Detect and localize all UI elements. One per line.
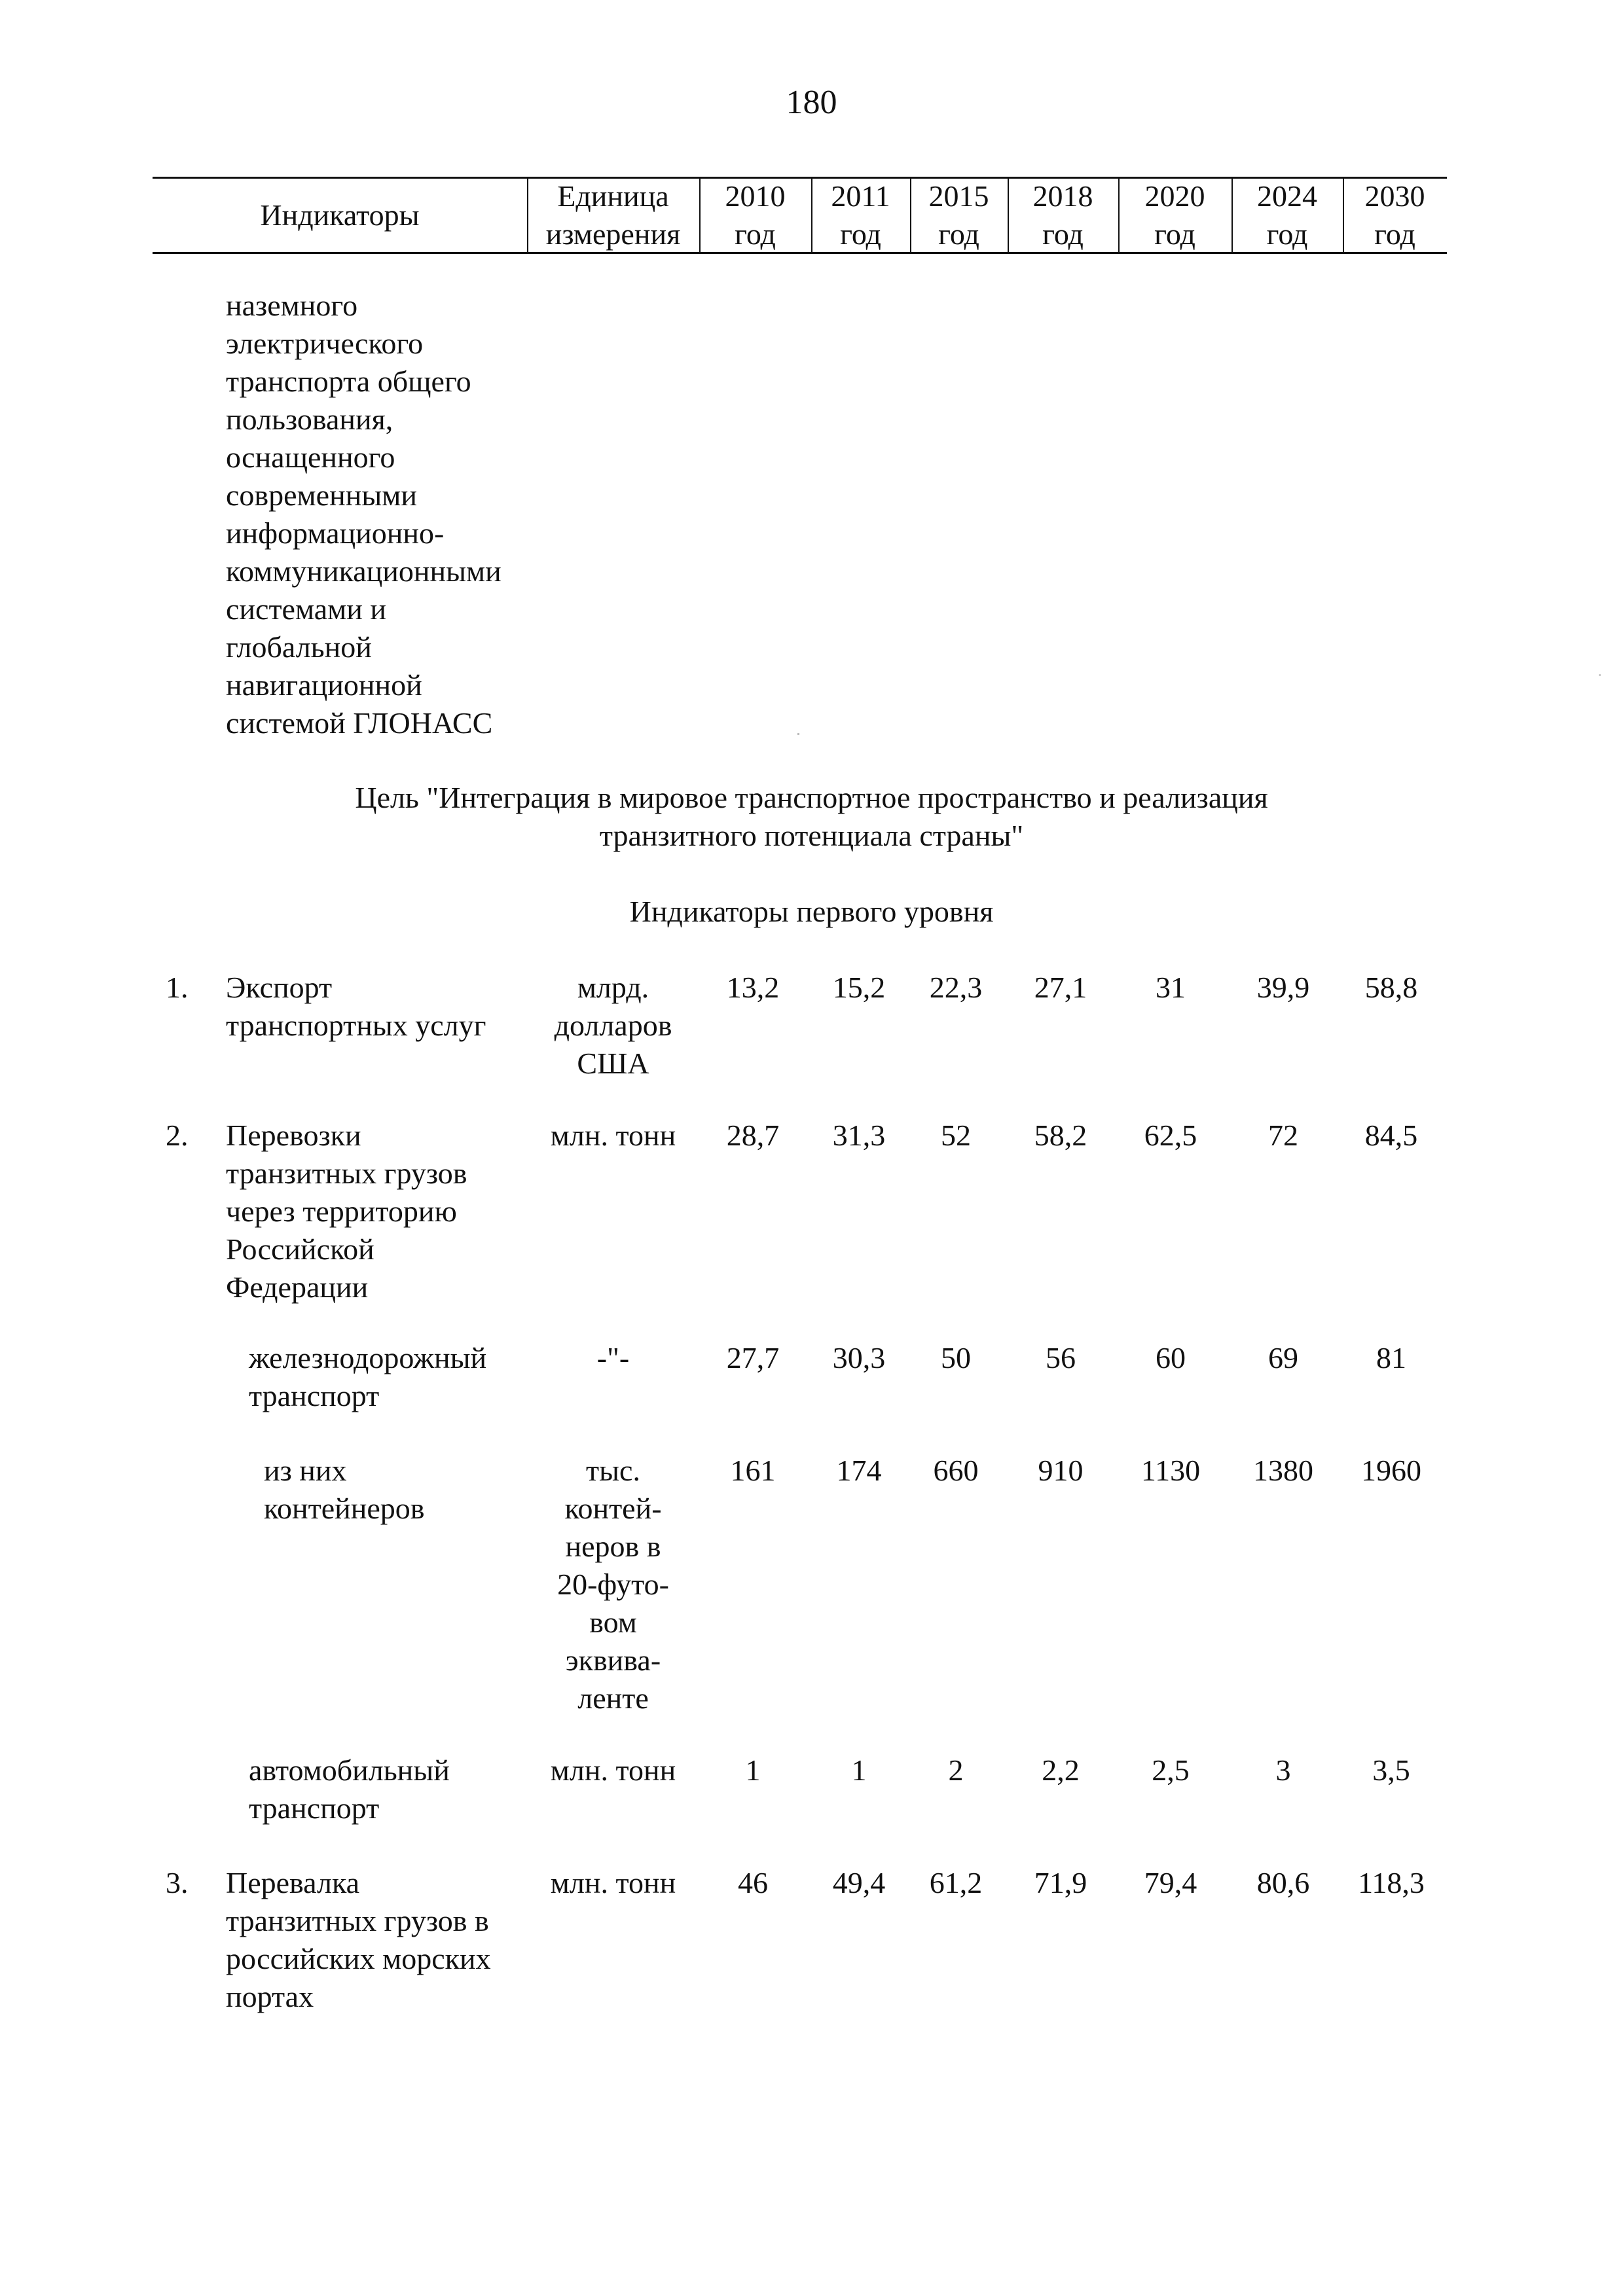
row-name: Перевалка транзитных грузов в российских морских портах	[226, 1866, 491, 2013]
row-unit: млрд. долларов США	[554, 971, 672, 1080]
header-bottom-rule	[153, 252, 1447, 254]
row-name: автомобильный транспорт	[249, 1753, 450, 1825]
value-2015: 52	[941, 1119, 971, 1152]
level-title: Индикаторы первого уровня	[629, 895, 994, 928]
value-2024: 3	[1275, 1753, 1291, 1787]
row-unit: млн. тонн	[550, 1753, 676, 1787]
header-year-suffix: год	[840, 217, 881, 251]
goal-title: Цель "Интеграция в мировое транспортное пространство и реализация транзитного потенциала страны"	[355, 781, 1268, 852]
value-2020: 1130	[1140, 1454, 1201, 1487]
header-year-2030	[1343, 181, 1447, 250]
header-year-suffix: год	[1154, 217, 1195, 251]
value-2018: 910	[1038, 1454, 1084, 1487]
value-2011: 1	[851, 1753, 867, 1787]
value-2010: 13,2	[726, 971, 780, 1004]
value-2011: 30,3	[832, 1341, 886, 1374]
row-number: 3.	[166, 1866, 189, 1899]
value-2030: 1960	[1361, 1454, 1421, 1487]
header-year-2010	[699, 181, 811, 250]
header-year: 2018	[1032, 179, 1093, 213]
value-2024: 72	[1268, 1119, 1298, 1152]
value-2011: 174	[836, 1454, 882, 1487]
header-indicators-label: Индикаторы	[260, 198, 420, 232]
header-year: 2024	[1257, 179, 1317, 213]
continued-indicator-text: наземного электрического транспорта общего пользования, оснащенного современными информационно- коммуникационными системами и глобальной навигационной системой ГЛОНАСС	[226, 289, 501, 740]
header-indicators	[153, 181, 527, 250]
value-2020: 31	[1156, 971, 1186, 1004]
value-2020: 2,5	[1152, 1753, 1190, 1787]
value-2018: 71,9	[1034, 1866, 1087, 1899]
value-2020: 60	[1156, 1341, 1186, 1374]
header-unit	[527, 181, 699, 250]
value-2018: 56	[1046, 1341, 1076, 1374]
value-2024: 39,9	[1256, 971, 1310, 1004]
header-year-2020	[1118, 181, 1231, 250]
value-2020: 79,4	[1144, 1866, 1197, 1899]
header-year-suffix: год	[735, 217, 776, 251]
value-2015: 61,2	[929, 1866, 983, 1899]
header-top-rule	[153, 177, 1447, 179]
header-year-2011	[811, 181, 910, 250]
row-name: железнодорожный транспорт	[249, 1341, 487, 1412]
value-2024: 80,6	[1256, 1866, 1310, 1899]
value-2030: 58,8	[1364, 971, 1418, 1004]
value-2010: 27,7	[726, 1341, 780, 1374]
row-unit: тыс. контей- неров в 20-футо- вом эквива- ленте	[557, 1454, 669, 1715]
value-2018: 2,2	[1042, 1753, 1080, 1787]
header-year-suffix: год	[1042, 217, 1084, 251]
table-header	[153, 177, 1447, 254]
row-unit: -"-	[596, 1341, 630, 1374]
value-2030: 3,5	[1372, 1753, 1410, 1787]
row-number: 2.	[166, 1119, 189, 1152]
scan-speck	[797, 733, 799, 735]
header-year: 2011	[831, 179, 890, 213]
header-year-suffix: год	[1374, 217, 1415, 251]
header-year: 2030	[1364, 179, 1425, 213]
header-year-2018	[1008, 181, 1118, 250]
header-year-2024	[1231, 181, 1343, 250]
header-unit-line2: измерения	[545, 217, 681, 251]
scan-speck	[1599, 674, 1601, 676]
value-2020: 62,5	[1144, 1119, 1197, 1152]
header-unit-line1: Единица	[557, 179, 669, 213]
value-2024: 1380	[1253, 1454, 1313, 1487]
value-2011: 49,4	[832, 1866, 886, 1899]
header-year-2015	[910, 181, 1008, 250]
row-name: из них контейнеров	[264, 1454, 425, 1525]
value-2030: 81	[1376, 1341, 1406, 1374]
value-2018: 58,2	[1034, 1119, 1087, 1152]
row-name: Перевозки транзитных грузов через территорию Российской Федерации	[226, 1119, 467, 1304]
value-2010: 161	[730, 1454, 776, 1487]
value-2015: 2	[948, 1753, 964, 1787]
value-2015: 22,3	[929, 971, 983, 1004]
value-2010: 1	[745, 1753, 761, 1787]
value-2011: 31,3	[832, 1119, 886, 1152]
row-unit: млн. тонн	[550, 1866, 676, 1899]
row-unit: млн. тонн	[550, 1119, 676, 1152]
header-year-suffix: год	[1266, 217, 1308, 251]
value-2018: 27,1	[1034, 971, 1087, 1004]
header-year: 2010	[725, 179, 786, 213]
header-year: 2015	[928, 179, 989, 213]
header-year: 2020	[1144, 179, 1205, 213]
row-name: Экспорт транспортных услуг	[226, 971, 486, 1042]
value-2030: 84,5	[1364, 1119, 1418, 1152]
row-number: 1.	[166, 971, 189, 1004]
value-2030: 118,3	[1358, 1866, 1425, 1899]
value-2010: 28,7	[726, 1119, 780, 1152]
value-2015: 660	[933, 1454, 979, 1487]
page-number: 180	[786, 84, 837, 121]
value-2024: 69	[1268, 1341, 1298, 1374]
header-year-suffix: год	[938, 217, 979, 251]
value-2010: 46	[738, 1866, 768, 1899]
value-2011: 15,2	[832, 971, 886, 1004]
value-2015: 50	[941, 1341, 971, 1374]
